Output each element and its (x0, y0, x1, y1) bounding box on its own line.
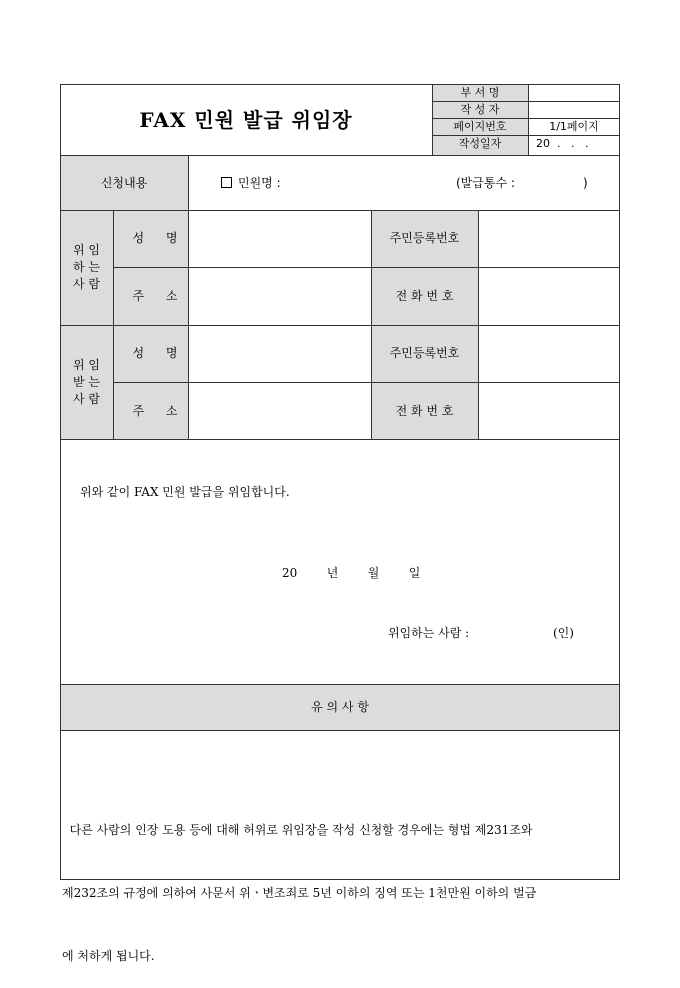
group-label-line: 위 임 (73, 243, 100, 257)
delegate-address-label: 주 소 (132, 404, 187, 418)
notice-body (62, 778, 618, 988)
delegator-name-label: 성 명 (132, 231, 187, 245)
group-label-line: 받 는 (73, 375, 100, 389)
group-label-line: 위 임 (73, 358, 100, 372)
delegate-name-label: 성 명 (132, 346, 187, 360)
rule (432, 101, 620, 102)
statement-date: 20 년 월 일 (282, 566, 421, 580)
delegate-id-label: 주민등록번호 (389, 346, 460, 360)
request-item[interactable] (221, 176, 281, 190)
rule (113, 382, 620, 383)
page-value: 1/1페이지 (549, 120, 599, 133)
signer-label: 위임하는 사람 : (388, 626, 470, 640)
delegator-phone-label: 전 화 번 호 (395, 289, 454, 303)
delegate-group-label (60, 357, 113, 408)
statement-text: 위와 같이 FAX 민원 발급을 위임합니다. (80, 485, 290, 499)
seal-mark: (인) (553, 626, 574, 640)
group-label-line: 하 는 (73, 260, 100, 274)
notice-line: 에 처하게 됩니다. (62, 949, 155, 963)
count-close: ) (583, 176, 588, 190)
form-title: FAX 민원 발급 위임장 (139, 108, 353, 132)
rule (60, 730, 620, 731)
rule (60, 684, 620, 685)
page-label: 페이지번호 (453, 120, 507, 133)
count-label: (발급통수 : (456, 176, 515, 190)
checkbox-icon[interactable] (221, 177, 232, 188)
delegator-address-label: 주 소 (132, 289, 187, 303)
rule (113, 267, 620, 268)
rule (432, 118, 620, 119)
rule (60, 210, 620, 211)
group-label-line: 사 람 (73, 277, 100, 291)
form-frame (60, 84, 620, 880)
delegator-id-label: 주민등록번호 (389, 231, 460, 245)
rule (528, 84, 529, 155)
date-label: 작성일자 (458, 137, 502, 150)
delegate-phone-label: 전 화 번 호 (395, 404, 454, 418)
rule (478, 210, 479, 439)
notice-line: 다른 사람의 인장 도용 등에 대해 허위로 위임장을 작성 신청할 경우에는 형법 제231조와 (62, 823, 533, 837)
dept-label: 부 서 명 (460, 86, 500, 99)
rule (60, 325, 620, 326)
notice-title: 유 의 사 항 (311, 700, 369, 714)
request-label: 신청내용 (100, 176, 148, 190)
author-label: 작 성 자 (460, 103, 500, 116)
rule (60, 439, 620, 440)
rule (60, 155, 620, 156)
date-value[interactable]: 20 . . . (536, 137, 589, 150)
group-label-line: 사 람 (73, 392, 100, 406)
rule (432, 135, 620, 136)
request-item-label: 민원명 : (238, 176, 281, 190)
delegator-group-label (60, 242, 113, 293)
notice-line: 제232조의 규정에 의하여 사문서 위ㆍ변조죄로 5년 이하의 징역 또는 1천만원 이하의 벌금 (62, 886, 537, 900)
